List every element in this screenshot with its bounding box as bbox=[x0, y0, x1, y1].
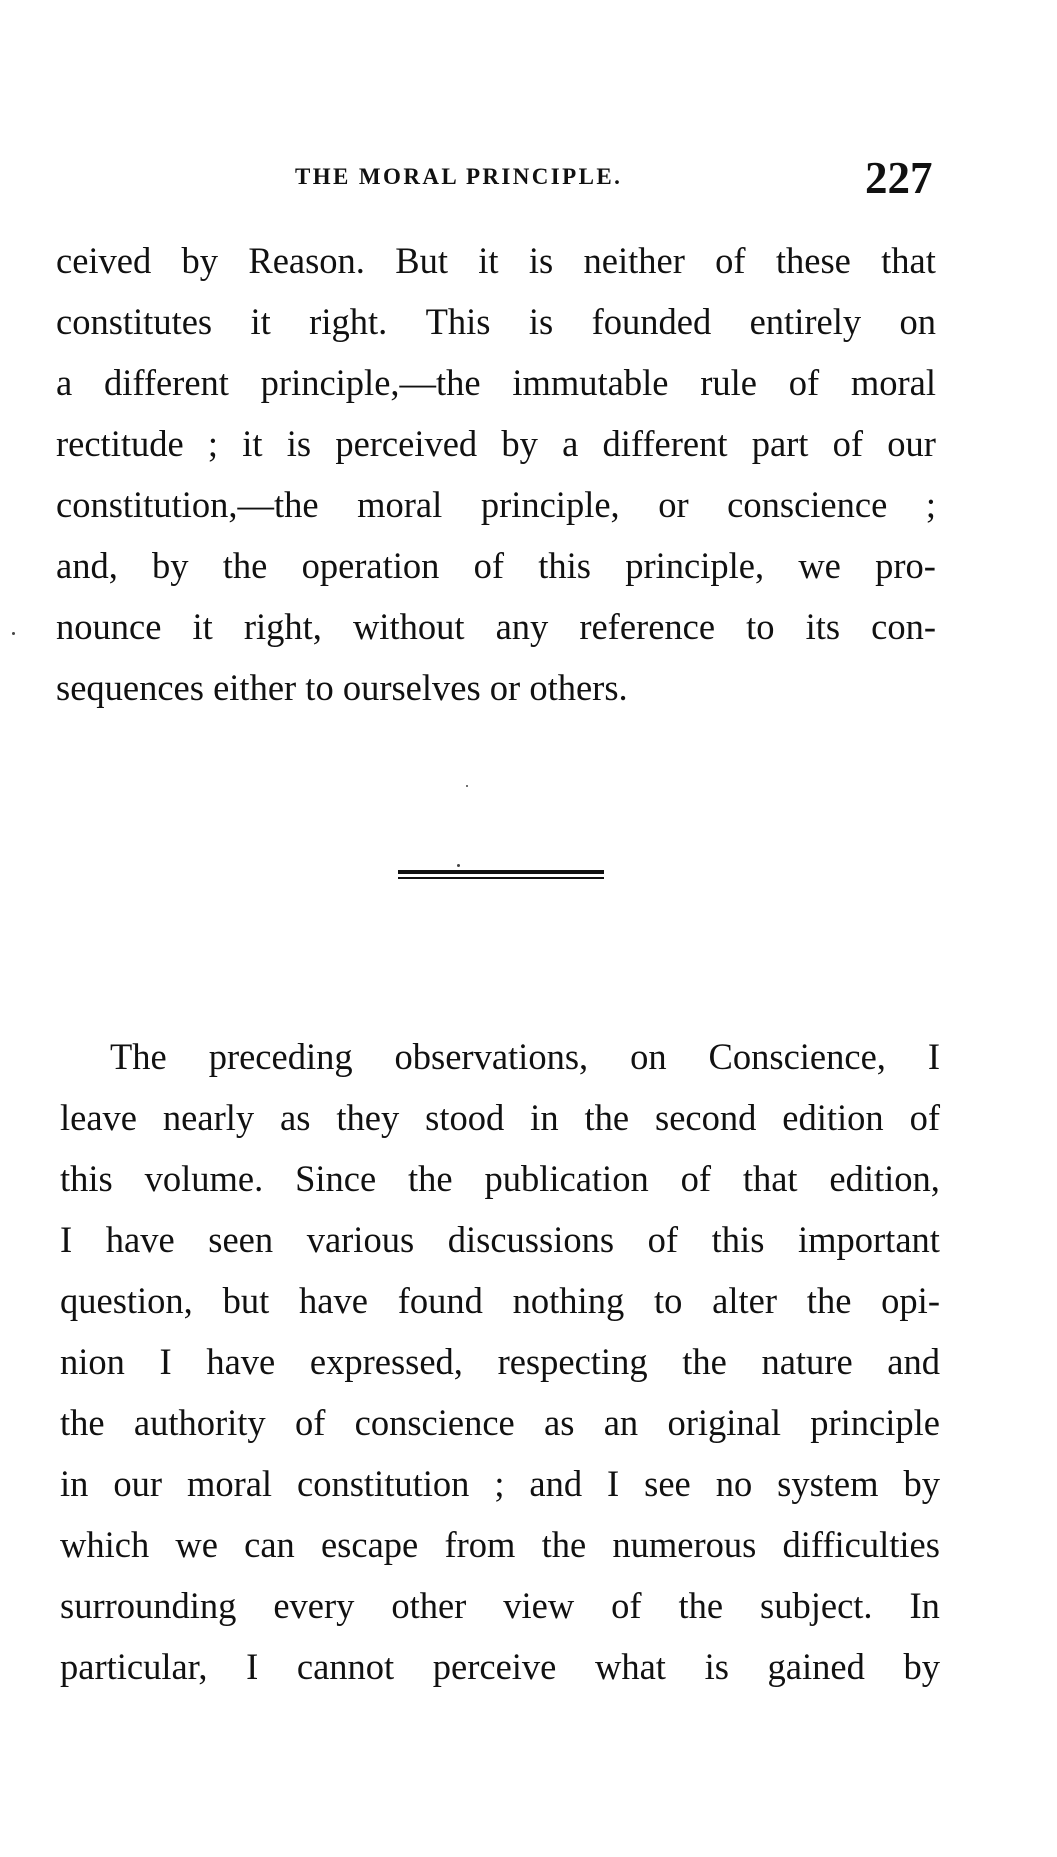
word: nion bbox=[60, 1341, 125, 1382]
word: have bbox=[299, 1280, 368, 1321]
word: important bbox=[798, 1219, 940, 1260]
word: numerous bbox=[612, 1524, 757, 1565]
text-line bbox=[56, 358, 936, 408]
word: to bbox=[653, 1280, 683, 1321]
word: it bbox=[250, 301, 271, 342]
word: principle,—the bbox=[260, 362, 481, 403]
word: reference bbox=[579, 606, 716, 647]
word: other bbox=[391, 1585, 467, 1626]
word: see bbox=[644, 1463, 691, 1504]
running-head bbox=[0, 152, 1057, 202]
word: leave bbox=[60, 1097, 137, 1138]
word: of bbox=[788, 362, 820, 403]
word: entirely bbox=[749, 301, 862, 342]
word: ; bbox=[925, 484, 936, 525]
word: nature bbox=[761, 1341, 853, 1382]
word: any bbox=[495, 606, 549, 647]
print-speck bbox=[457, 864, 460, 867]
text-line bbox=[56, 297, 936, 347]
word: constitution bbox=[297, 1463, 470, 1504]
word: have bbox=[206, 1341, 276, 1382]
text-line bbox=[110, 1032, 940, 1082]
word: of bbox=[832, 423, 864, 464]
word: from bbox=[444, 1524, 516, 1565]
word: operation bbox=[301, 545, 440, 586]
word: that bbox=[881, 240, 936, 281]
word: what bbox=[595, 1646, 666, 1687]
word: an bbox=[603, 1402, 639, 1443]
word: a bbox=[562, 423, 579, 464]
word: principle bbox=[810, 1402, 940, 1443]
word: principle, bbox=[625, 545, 765, 586]
word: as bbox=[280, 1097, 311, 1138]
word: this bbox=[711, 1219, 765, 1260]
word: to bbox=[746, 606, 775, 647]
word: constitutes bbox=[56, 301, 213, 342]
word: the bbox=[806, 1280, 852, 1321]
page-number: 227 bbox=[865, 153, 933, 203]
word: observations, bbox=[394, 1036, 589, 1077]
print-speck bbox=[12, 632, 15, 635]
word: as bbox=[544, 1402, 575, 1443]
word: opi- bbox=[881, 1280, 940, 1321]
word: by bbox=[152, 545, 189, 586]
word: rectitude bbox=[56, 423, 184, 464]
word: difficulties bbox=[782, 1524, 940, 1565]
word: perceived bbox=[335, 423, 478, 464]
word: can bbox=[244, 1524, 295, 1565]
word: have bbox=[105, 1219, 175, 1260]
word: respecting bbox=[497, 1341, 648, 1382]
word: publication bbox=[484, 1158, 649, 1199]
word: of bbox=[611, 1585, 642, 1626]
word: immutable bbox=[512, 362, 669, 403]
word: the bbox=[60, 1402, 105, 1443]
word: cannot bbox=[296, 1646, 395, 1687]
word: in bbox=[530, 1097, 559, 1138]
word: In bbox=[909, 1585, 940, 1626]
word: and bbox=[887, 1341, 940, 1382]
word: the bbox=[584, 1097, 630, 1138]
text-line bbox=[60, 1459, 940, 1509]
text-line bbox=[60, 1276, 940, 1326]
word: it bbox=[478, 240, 499, 281]
word: various bbox=[306, 1219, 415, 1260]
word: is bbox=[528, 301, 554, 342]
word: edition bbox=[782, 1097, 884, 1138]
word: Reason. bbox=[248, 240, 365, 281]
word: in bbox=[60, 1463, 89, 1504]
word: the bbox=[222, 545, 268, 586]
word: of bbox=[680, 1158, 711, 1199]
word: question, bbox=[60, 1280, 193, 1321]
word: ceived bbox=[56, 240, 152, 281]
text-line bbox=[60, 1093, 940, 1143]
word: moral bbox=[186, 1463, 273, 1504]
word: pro- bbox=[875, 545, 936, 586]
word: subject. bbox=[760, 1585, 873, 1626]
word: particular, bbox=[60, 1646, 208, 1687]
word: by bbox=[903, 1646, 940, 1687]
word: of bbox=[294, 1402, 326, 1443]
word: our bbox=[113, 1463, 162, 1504]
word: ; bbox=[494, 1463, 505, 1504]
word: conscience bbox=[727, 484, 888, 525]
word: that bbox=[742, 1158, 798, 1199]
text-line bbox=[60, 1215, 940, 1265]
word: The bbox=[110, 1036, 167, 1077]
word: stood bbox=[425, 1097, 505, 1138]
word: I bbox=[246, 1646, 259, 1687]
text-line: sequences either to ourselves or others. bbox=[56, 667, 628, 708]
word: the bbox=[541, 1524, 587, 1565]
text-line bbox=[60, 1581, 940, 1631]
word: is bbox=[528, 240, 554, 281]
word: this bbox=[538, 545, 592, 586]
word: or bbox=[658, 484, 689, 525]
word: gained bbox=[767, 1646, 865, 1687]
word: I bbox=[60, 1219, 73, 1260]
word: and bbox=[529, 1463, 583, 1504]
word: on bbox=[630, 1036, 667, 1077]
text-line bbox=[60, 1337, 940, 1387]
word: ; bbox=[207, 423, 219, 464]
word: I bbox=[159, 1341, 172, 1382]
word: authority bbox=[133, 1402, 266, 1443]
word: without bbox=[352, 606, 465, 647]
word: the bbox=[678, 1585, 724, 1626]
word: discussions bbox=[447, 1219, 615, 1260]
text-line bbox=[60, 1520, 940, 1570]
word: by bbox=[501, 423, 538, 464]
word: its bbox=[805, 606, 841, 647]
word: of bbox=[473, 545, 505, 586]
word: rule bbox=[700, 362, 757, 403]
word: nounce bbox=[56, 606, 162, 647]
word: But bbox=[395, 240, 448, 281]
word: founded bbox=[591, 301, 712, 342]
word: it bbox=[242, 423, 263, 464]
text-line bbox=[56, 602, 936, 652]
word: right, bbox=[243, 606, 322, 647]
word: perceive bbox=[432, 1646, 557, 1687]
text-line bbox=[56, 480, 936, 530]
word: second bbox=[655, 1097, 757, 1138]
text-line bbox=[60, 1154, 940, 1204]
word: our bbox=[887, 423, 936, 464]
word: view bbox=[503, 1585, 575, 1626]
word: they bbox=[336, 1097, 400, 1138]
text-line bbox=[60, 1398, 940, 1448]
section-divider-rule bbox=[398, 870, 604, 882]
word: these bbox=[775, 240, 851, 281]
word: is bbox=[704, 1646, 729, 1687]
word: by bbox=[181, 240, 219, 281]
word: system bbox=[777, 1463, 879, 1504]
word: moral bbox=[850, 362, 936, 403]
print-speck bbox=[466, 785, 468, 787]
word: volume. bbox=[144, 1158, 264, 1199]
word: of bbox=[909, 1097, 940, 1138]
word: principle, bbox=[480, 484, 620, 525]
word: Since bbox=[295, 1158, 377, 1199]
word: expressed, bbox=[309, 1341, 463, 1382]
word: Conscience, bbox=[708, 1036, 886, 1077]
text-line bbox=[56, 236, 936, 286]
word: moral bbox=[357, 484, 443, 525]
word: the bbox=[408, 1158, 453, 1199]
text-line bbox=[56, 419, 936, 469]
word: is bbox=[286, 423, 312, 464]
text-line bbox=[60, 1642, 940, 1692]
word: no bbox=[715, 1463, 753, 1504]
word: which bbox=[60, 1524, 150, 1565]
word: the bbox=[682, 1341, 727, 1382]
word: found bbox=[397, 1280, 483, 1321]
running-title: THE MORAL PRINCIPLE. bbox=[295, 164, 623, 189]
word: a bbox=[56, 362, 73, 403]
word: it bbox=[192, 606, 213, 647]
word: by bbox=[903, 1463, 940, 1504]
word: escape bbox=[320, 1524, 419, 1565]
word: edition, bbox=[829, 1158, 940, 1199]
word: of bbox=[715, 240, 746, 281]
word: seen bbox=[208, 1219, 274, 1260]
word: but bbox=[222, 1280, 270, 1321]
word: This bbox=[425, 301, 491, 342]
word: nearly bbox=[162, 1097, 255, 1138]
word: original bbox=[667, 1402, 781, 1443]
text-line bbox=[56, 541, 936, 591]
word: preceding bbox=[208, 1036, 353, 1077]
word: this bbox=[60, 1158, 113, 1199]
word: and, bbox=[56, 545, 118, 586]
word: different bbox=[602, 423, 728, 464]
word: neither bbox=[583, 240, 685, 281]
word: alter bbox=[712, 1280, 778, 1321]
word: con- bbox=[871, 606, 936, 647]
word: we bbox=[798, 545, 841, 586]
word: on bbox=[899, 301, 936, 342]
word: I bbox=[927, 1036, 940, 1077]
word: of bbox=[647, 1219, 679, 1260]
word: we bbox=[175, 1524, 218, 1565]
word: right. bbox=[309, 301, 388, 342]
word: conscience bbox=[354, 1402, 515, 1443]
word: nothing bbox=[512, 1280, 625, 1321]
divider-thin-line bbox=[398, 877, 604, 879]
word: different bbox=[103, 362, 229, 403]
word: surrounding bbox=[60, 1585, 237, 1626]
divider-thick-line bbox=[398, 870, 604, 874]
word: every bbox=[273, 1585, 355, 1626]
word: constitution,—the bbox=[56, 484, 319, 525]
word: I bbox=[607, 1463, 620, 1504]
word: part bbox=[751, 423, 809, 464]
